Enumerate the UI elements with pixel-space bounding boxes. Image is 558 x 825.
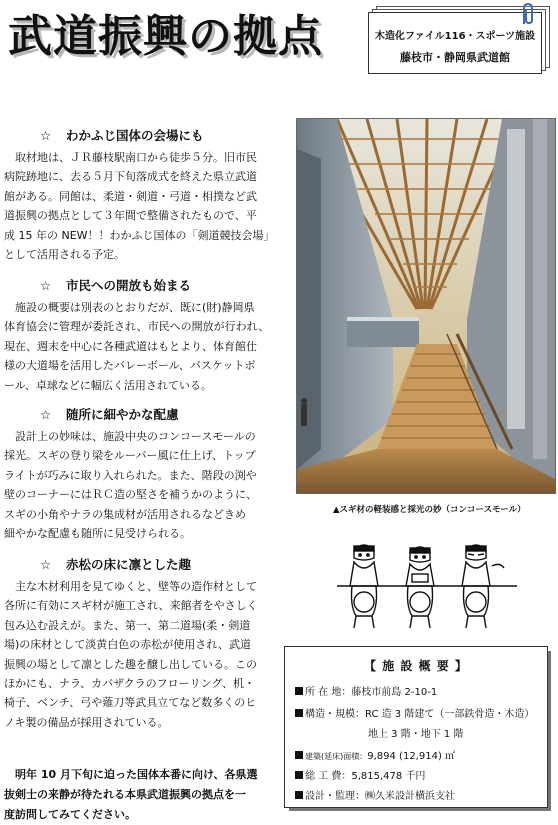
bullet-square-icon <box>295 687 303 695</box>
section-heading: ☆ 随所に細やかな配慮 <box>40 407 179 422</box>
page-title: 武道振興の拠点 <box>8 11 323 62</box>
star-icon: ☆ <box>40 278 52 293</box>
star-icon: ☆ <box>40 128 52 143</box>
section-body: 設計上の妙味は、施設中央のコンコースモールの 採光。スギの登り梁をルーバー風に仕上げ、トップ ライトが巧みに取り入れられた。また、階段の渕や 壁のコーナーにはＲＣ造の堅さを補うかのように、 スギの小角やナラの集成材が活用されるなどきめ 細やかな配慮も随所に見受けられる。 <box>4 430 257 541</box>
paperclip-icon <box>518 2 540 28</box>
bullet-square-icon <box>295 709 303 717</box>
section-heading: ☆ 市民への開放も始まる <box>40 278 192 293</box>
overview-row: 設計・監理：㈱久米設計横浜支社 <box>295 787 455 802</box>
overview-row: 地上 3 階・地下 1 階 <box>368 729 464 740</box>
overview-row: 所 在 地：藤枝市前島 2-10-1 <box>295 683 437 698</box>
overview-title: 【 施 設 概 要 】 <box>364 659 468 673</box>
star-icon: ☆ <box>40 557 52 572</box>
closing-text: 明年 10 月下旬に迫った国体本番に向け、各県選 抜剣士の来静が待たれる本県武道振興の拠点を一 度訪問してみてください。 <box>4 768 258 821</box>
section-heading: ☆ 赤松の床に凛とした趣 <box>40 557 192 572</box>
file-number: 木造化ファイル116・スポーツ施設 <box>374 31 536 42</box>
facility-name: 藤枝市・静岡県武道館 <box>400 51 510 64</box>
bullet-square-icon <box>295 751 303 759</box>
bullet-square-icon <box>295 771 303 779</box>
section-heading: ☆ わかふじ国体の会場にも <box>40 128 204 143</box>
star-icon: ☆ <box>40 407 52 422</box>
photo-caption: ▲スギ材の軽装感と採光の妙（コンコースモール） <box>333 505 526 515</box>
section-body: 取材地は、ＪＲ藤枝駅南口から徒歩５分。旧市民 病院跡地に、去る５月下旬落成式を終えた県立武道 館がある。同館は、柔道・剣道・弓道・相撲など武 道振興の拠点として３年間で整備されたもので、平 成 15 年の NEW！！わかふじ国体の「剣道競技会場」 として活用される予定。 <box>4 151 275 262</box>
concourse-photo <box>296 118 556 494</box>
section-body: 主な木材利用を見てゆくと、壁等の造作材として 各所に有効にスギ材が施工され、来館者をやさしく 包み込む設えが。また、第一、第二道場(柔・剣道 場)の床材として淡黄白色の赤松が使用され、武道 振興の場として凛とした趣を醸し出している。この ほかにも、ナラ、カバザクラのフローリング、机・ 椅子、ベンチ、弓や薙刀等武具立てなど数多くのヒ ノキ製の備品が採用されている。 <box>4 580 258 729</box>
file-label-card <box>368 12 542 74</box>
file-label <box>368 6 552 76</box>
kendo-cartoon-illustration <box>332 536 522 632</box>
bullet-square-icon <box>295 791 303 799</box>
section-body: 施設の概要は別表のとおりだが、既に(財)静岡県 体育協会に管理が委託され、市民への開放が行われ、 現在、週末を中心に各種武道はもとより、体育館仕 様の大道場を活用したバレーボール、バスケットボ ール、卓球などに幅広く活用されている。 <box>4 301 270 392</box>
overview-row: 建築(延床)面積：9,894 (12,914) ㎡ <box>295 747 455 762</box>
concourse-photo-drawing <box>297 119 555 493</box>
overview-row: 総 工 費：5,815,478 千円 <box>295 767 425 782</box>
overview-row: 構造・規模：RC 造 3 階建て（一部鉄骨造・木造） <box>295 705 534 720</box>
facility-overview-box <box>284 646 548 808</box>
